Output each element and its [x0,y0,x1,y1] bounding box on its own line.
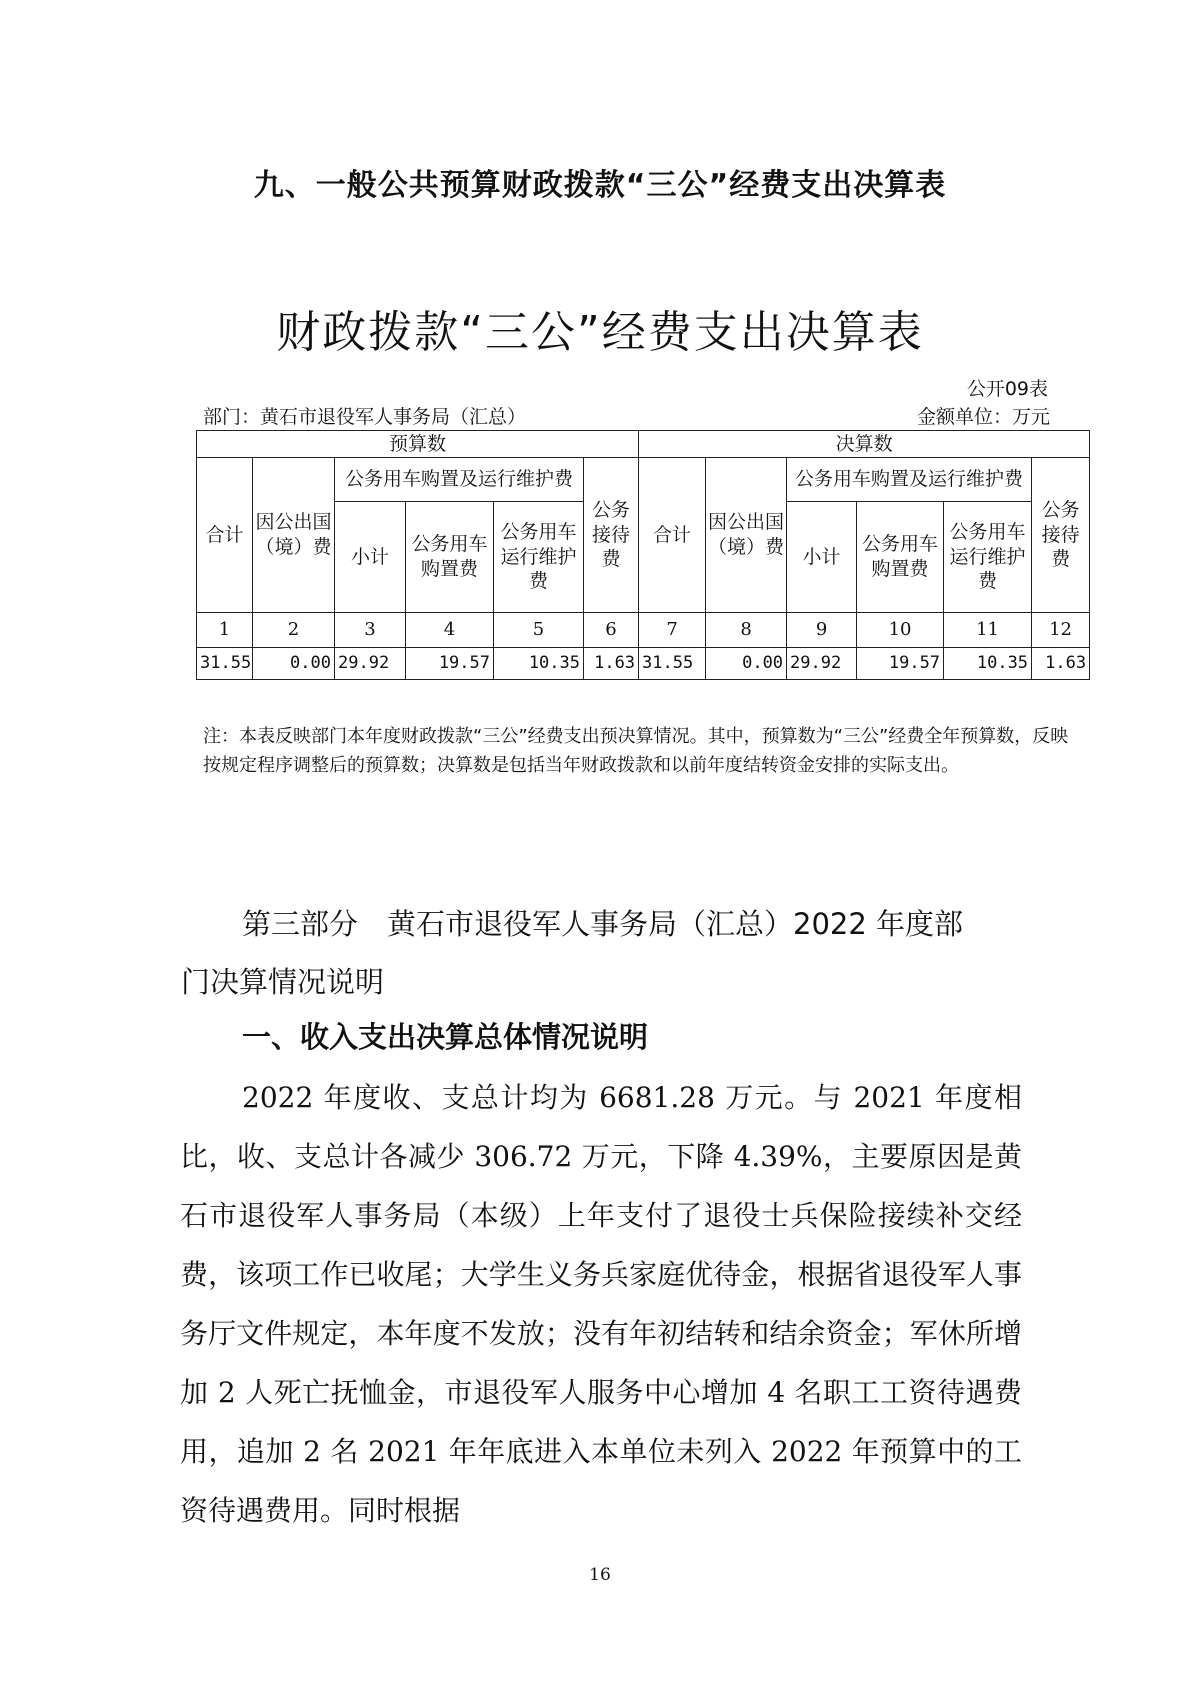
value-cell: 1.63 [1032,648,1090,680]
sub-heading: 一、收入支出决算总体情况说明 [242,1020,649,1054]
header-reception: 公务接待费 [584,458,639,613]
part-heading-line: 门决算情况说明 [181,965,385,999]
value-cell: 0.00 [253,648,335,680]
unit-label: 金额单位：万元 [916,406,1050,428]
col-number: 4 [406,613,494,648]
body-paragraph: 2022 年度收、支总计均为 6681.28 万元。与 2021 年度相比，收、支总计各减少 306.72 万元，下降 4.39%，主要原因是黄石市退役军人事务局（本级）上年支付了退役士兵保险接续补交经费，该项工作已收尾；大学生义务兵家庭优待金，根据省退役军人事务厅文件规定，本年度不发放；没有年初结转和结余资金；军休所增加 2 人死亡抚恤金，市退役军人服务中心增加 4 名职工工资待遇费用，追加 2 名 2021 年年底进入本单位未列入 2022 年预算中的工资待遇费用。同时根据 [180,1081,1022,1527]
value-cell: 0.00 [706,648,787,680]
col-number: 12 [1032,613,1090,648]
table-title: 财政拨款“三公”经费支出决算表 [276,307,924,358]
part-heading-line: 第三部分 黄石市退役军人事务局（汇总）2022 年度部 [242,907,964,941]
col-number: 11 [944,613,1032,648]
header-abroad: 因公出国（境）费 [253,458,335,613]
part-heading [181,895,1022,1011]
page-number: 16 [589,1565,611,1585]
section-heading: 九、一般公共预算财政拨款“三公”经费支出决算表 [253,168,947,203]
col-number: 6 [584,613,639,648]
col-number: 2 [253,613,335,648]
value-cell: 31.55 [639,648,706,680]
col-number: 10 [857,613,944,648]
department-label: 部门：黄石市退役军人事务局（汇总） [203,406,527,428]
value-cell: 1.63 [584,648,639,680]
header-subtotal: 小计 [335,502,406,613]
header-vehicle-group: 公务用车购置及运行维护费 [787,458,1032,502]
header-vehicle-purchase: 公务用车购置费 [406,502,494,613]
header-subtotal: 小计 [787,502,857,613]
col-number: 5 [494,613,584,648]
value-cell: 19.57 [857,648,944,680]
header-abroad: 因公出国（境）费 [706,458,787,613]
value-cell: 10.35 [494,648,584,680]
value-cell: 31.55 [197,648,253,680]
budget-group-header: 预算数 [197,431,639,458]
value-cell: 29.92 [335,648,406,680]
header-vehicle-operation: 公务用车运行维护费 [494,502,584,613]
value-cell: 29.92 [787,648,857,680]
value-cell: 10.35 [944,648,1032,680]
header-vehicle-purchase: 公务用车购置费 [857,502,944,613]
form-code: 公开09表 [966,378,1048,400]
header-total: 合计 [639,458,706,613]
value-cell: 19.57 [406,648,494,680]
col-number: 1 [197,613,253,648]
table-note: 注：本表反映部门本年度财政拨款“三公”经费支出预决算情况。其中，预算数为“三公”经费全年预算数，反映按规定程序调整后的预算数；决算数是包括当年财政拨款和以前年度结转资金安排的实际支出。 [203,726,1069,776]
header-vehicle-group: 公务用车购置及运行维护费 [335,458,584,502]
col-number: 3 [335,613,406,648]
col-number: 9 [787,613,857,648]
actual-group-header: 决算数 [639,431,1090,458]
three-public-expense-table [196,430,1090,680]
header-vehicle-operation: 公务用车运行维护费 [944,502,1032,613]
col-number: 8 [706,613,787,648]
header-reception: 公务接待费 [1032,458,1090,613]
col-number: 7 [639,613,706,648]
header-total: 合计 [197,458,253,613]
